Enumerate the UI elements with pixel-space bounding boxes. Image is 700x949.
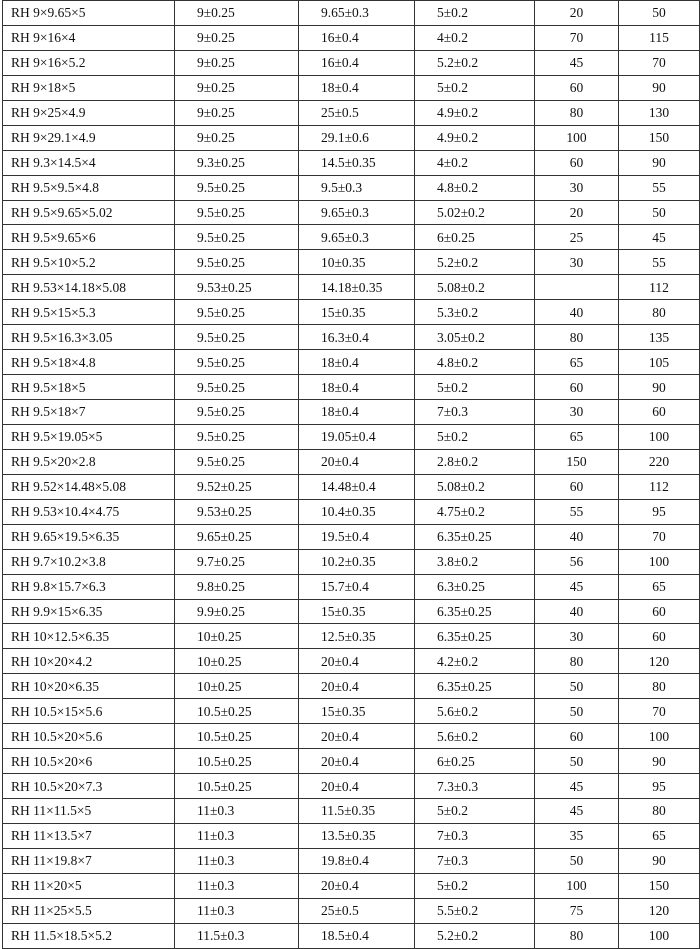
part-number-cell: RH 9.5×10×5.2	[3, 250, 175, 275]
inner-diameter-cell: 9.65±0.25	[175, 524, 299, 549]
table-row	[3, 823, 700, 848]
value-a-cell: 30	[535, 400, 619, 425]
part-number-cell: RH 9.8×15.7×6.3	[3, 574, 175, 599]
value-a-cell: 50	[535, 699, 619, 724]
value-b-cell: 90	[619, 848, 700, 873]
thickness-cell: 5±0.2	[415, 873, 535, 898]
table-row	[3, 474, 700, 499]
value-b-cell: 220	[619, 449, 700, 474]
table-row	[3, 449, 700, 474]
value-a-cell: 60	[535, 724, 619, 749]
inner-diameter-cell: 9.5±0.25	[175, 225, 299, 250]
value-a-cell: 45	[535, 799, 619, 824]
inner-diameter-cell: 9.5±0.25	[175, 325, 299, 350]
table-row	[3, 549, 700, 574]
value-a-cell: 50	[535, 674, 619, 699]
thickness-cell: 5±0.2	[415, 75, 535, 100]
inner-diameter-cell: 11±0.3	[175, 873, 299, 898]
value-a-cell: 60	[535, 474, 619, 499]
table-row	[3, 599, 700, 624]
thickness-cell: 6±0.25	[415, 225, 535, 250]
part-number-cell: RH 10.5×15×5.6	[3, 699, 175, 724]
part-number-cell: RH 9.5×19.05×5	[3, 424, 175, 449]
part-number-cell: RH 9.65×19.5×6.35	[3, 524, 175, 549]
inner-diameter-cell: 9.52±0.25	[175, 474, 299, 499]
inner-diameter-cell: 9.53±0.25	[175, 499, 299, 524]
thickness-cell: 5.5±0.2	[415, 898, 535, 923]
part-number-cell: RH 10.5×20×6	[3, 749, 175, 774]
value-a-cell: 50	[535, 749, 619, 774]
part-number-cell: RH 9.5×18×4.8	[3, 350, 175, 375]
inner-diameter-cell: 9.9±0.25	[175, 599, 299, 624]
value-b-cell: 100	[619, 424, 700, 449]
part-number-cell: RH 11.5×18.5×5.2	[3, 923, 175, 948]
part-number-cell: RH 9×16×4	[3, 25, 175, 50]
table-row	[3, 1, 700, 26]
table-row	[3, 724, 700, 749]
outer-diameter-cell: 18±0.4	[299, 75, 415, 100]
value-b-cell: 70	[619, 50, 700, 75]
value-b-cell: 100	[619, 549, 700, 574]
value-a-cell: 30	[535, 624, 619, 649]
table-row	[3, 125, 700, 150]
part-number-cell: RH 9.5×18×5	[3, 375, 175, 400]
table-row	[3, 250, 700, 275]
value-a-cell: 45	[535, 574, 619, 599]
thickness-cell: 6.35±0.25	[415, 524, 535, 549]
value-a-cell: 70	[535, 25, 619, 50]
thickness-cell: 5.6±0.2	[415, 699, 535, 724]
value-a-cell: 25	[535, 225, 619, 250]
table-row	[3, 873, 700, 898]
thickness-cell: 6.35±0.25	[415, 599, 535, 624]
outer-diameter-cell: 19.05±0.4	[299, 424, 415, 449]
thickness-cell: 4.75±0.2	[415, 499, 535, 524]
value-b-cell: 112	[619, 275, 700, 300]
inner-diameter-cell: 9.5±0.25	[175, 400, 299, 425]
outer-diameter-cell: 9.65±0.3	[299, 200, 415, 225]
outer-diameter-cell: 29.1±0.6	[299, 125, 415, 150]
inner-diameter-cell: 10.5±0.25	[175, 774, 299, 799]
part-number-cell: RH 11×11.5×5	[3, 799, 175, 824]
value-b-cell: 80	[619, 799, 700, 824]
value-b-cell: 105	[619, 350, 700, 375]
value-b-cell: 100	[619, 923, 700, 948]
value-b-cell: 60	[619, 599, 700, 624]
thickness-cell: 5.6±0.2	[415, 724, 535, 749]
thickness-cell: 6.3±0.25	[415, 574, 535, 599]
thickness-cell: 7±0.3	[415, 400, 535, 425]
outer-diameter-cell: 20±0.4	[299, 449, 415, 474]
value-b-cell: 70	[619, 524, 700, 549]
inner-diameter-cell: 10±0.25	[175, 674, 299, 699]
value-a-cell: 55	[535, 499, 619, 524]
inner-diameter-cell: 9.5±0.25	[175, 350, 299, 375]
part-number-cell: RH 9×18×5	[3, 75, 175, 100]
outer-diameter-cell: 14.5±0.35	[299, 150, 415, 175]
part-number-cell: RH 9.5×16.3×3.05	[3, 325, 175, 350]
inner-diameter-cell: 9.5±0.25	[175, 300, 299, 325]
value-b-cell: 60	[619, 624, 700, 649]
thickness-cell: 5±0.2	[415, 799, 535, 824]
value-b-cell: 120	[619, 649, 700, 674]
value-b-cell: 150	[619, 125, 700, 150]
outer-diameter-cell: 20±0.4	[299, 674, 415, 699]
value-a-cell: 40	[535, 599, 619, 624]
table-row	[3, 774, 700, 799]
table-row	[3, 75, 700, 100]
thickness-cell: 7±0.3	[415, 848, 535, 873]
value-b-cell: 95	[619, 499, 700, 524]
table-row	[3, 100, 700, 125]
table-row	[3, 400, 700, 425]
value-a-cell: 30	[535, 250, 619, 275]
inner-diameter-cell: 9.5±0.25	[175, 424, 299, 449]
inner-diameter-cell: 9±0.25	[175, 125, 299, 150]
outer-diameter-cell: 18±0.4	[299, 375, 415, 400]
table-row	[3, 674, 700, 699]
outer-diameter-cell: 19.5±0.4	[299, 524, 415, 549]
inner-diameter-cell: 9±0.25	[175, 75, 299, 100]
value-b-cell: 50	[619, 200, 700, 225]
value-b-cell: 112	[619, 474, 700, 499]
value-a-cell: 50	[535, 848, 619, 873]
thickness-cell: 6.35±0.25	[415, 674, 535, 699]
inner-diameter-cell: 9.5±0.25	[175, 175, 299, 200]
part-number-cell: RH 9.5×18×7	[3, 400, 175, 425]
table-row	[3, 624, 700, 649]
part-number-cell: RH 9.5×9.65×6	[3, 225, 175, 250]
inner-diameter-cell: 11±0.3	[175, 898, 299, 923]
value-a-cell: 80	[535, 649, 619, 674]
thickness-cell: 3.8±0.2	[415, 549, 535, 574]
outer-diameter-cell: 25±0.5	[299, 100, 415, 125]
inner-diameter-cell: 9±0.25	[175, 100, 299, 125]
outer-diameter-cell: 19.8±0.4	[299, 848, 415, 873]
table-row	[3, 499, 700, 524]
part-number-cell: RH 9.53×14.18×5.08	[3, 275, 175, 300]
part-number-cell: RH 11×19.8×7	[3, 848, 175, 873]
outer-diameter-cell: 15±0.35	[299, 300, 415, 325]
inner-diameter-cell: 9±0.25	[175, 25, 299, 50]
outer-diameter-cell: 18±0.4	[299, 400, 415, 425]
part-number-cell: RH 10×20×6.35	[3, 674, 175, 699]
thickness-cell: 6±0.25	[415, 749, 535, 774]
table-row	[3, 350, 700, 375]
part-number-cell: RH 9×25×4.9	[3, 100, 175, 125]
value-a-cell: 60	[535, 75, 619, 100]
inner-diameter-cell: 9.3±0.25	[175, 150, 299, 175]
table-row	[3, 799, 700, 824]
outer-diameter-cell: 14.48±0.4	[299, 474, 415, 499]
table-row	[3, 699, 700, 724]
thickness-cell: 6.35±0.25	[415, 624, 535, 649]
outer-diameter-cell: 20±0.4	[299, 774, 415, 799]
thickness-cell: 5.2±0.2	[415, 50, 535, 75]
thickness-cell: 5.02±0.2	[415, 200, 535, 225]
outer-diameter-cell: 11.5±0.35	[299, 799, 415, 824]
thickness-cell: 5±0.2	[415, 375, 535, 400]
value-b-cell: 90	[619, 150, 700, 175]
value-b-cell: 55	[619, 175, 700, 200]
part-number-cell: RH 9.5×9.65×5.02	[3, 200, 175, 225]
value-b-cell: 100	[619, 724, 700, 749]
value-b-cell: 135	[619, 325, 700, 350]
part-number-cell: RH 9.5×15×5.3	[3, 300, 175, 325]
inner-diameter-cell: 9.5±0.25	[175, 250, 299, 275]
value-a-cell: 20	[535, 1, 619, 26]
value-b-cell: 90	[619, 75, 700, 100]
inner-diameter-cell: 9.53±0.25	[175, 275, 299, 300]
value-a-cell: 60	[535, 150, 619, 175]
thickness-cell: 5±0.2	[415, 1, 535, 26]
table-row	[3, 50, 700, 75]
thickness-cell: 5.3±0.2	[415, 300, 535, 325]
part-number-cell: RH 9×9.65×5	[3, 1, 175, 26]
outer-diameter-cell: 18±0.4	[299, 350, 415, 375]
part-number-cell: RH 9×29.1×4.9	[3, 125, 175, 150]
inner-diameter-cell: 9.5±0.25	[175, 449, 299, 474]
outer-diameter-cell: 12.5±0.35	[299, 624, 415, 649]
value-a-cell: 40	[535, 524, 619, 549]
value-a-cell: 30	[535, 175, 619, 200]
outer-diameter-cell: 20±0.4	[299, 749, 415, 774]
value-b-cell: 90	[619, 749, 700, 774]
outer-diameter-cell: 13.5±0.35	[299, 823, 415, 848]
value-b-cell: 70	[619, 699, 700, 724]
value-b-cell: 95	[619, 774, 700, 799]
outer-diameter-cell: 15.7±0.4	[299, 574, 415, 599]
table-row	[3, 524, 700, 549]
part-number-cell: RH 10×12.5×6.35	[3, 624, 175, 649]
outer-diameter-cell: 9.65±0.3	[299, 225, 415, 250]
thickness-cell: 2.8±0.2	[415, 449, 535, 474]
inner-diameter-cell: 9.7±0.25	[175, 549, 299, 574]
table-row	[3, 325, 700, 350]
value-a-cell: 65	[535, 424, 619, 449]
outer-diameter-cell: 10±0.35	[299, 250, 415, 275]
table-row	[3, 275, 700, 300]
table-row	[3, 923, 700, 948]
part-number-cell: RH 9.3×14.5×4	[3, 150, 175, 175]
table-row	[3, 574, 700, 599]
part-number-cell: RH 11×20×5	[3, 873, 175, 898]
value-b-cell: 115	[619, 25, 700, 50]
table-row	[3, 375, 700, 400]
outer-diameter-cell: 25±0.5	[299, 898, 415, 923]
outer-diameter-cell: 9.5±0.3	[299, 175, 415, 200]
thickness-cell: 5.08±0.2	[415, 275, 535, 300]
value-a-cell: 80	[535, 100, 619, 125]
value-a-cell: 100	[535, 125, 619, 150]
value-a-cell: 80	[535, 923, 619, 948]
part-number-cell: RH 9.52×14.48×5.08	[3, 474, 175, 499]
outer-diameter-cell: 20±0.4	[299, 873, 415, 898]
value-b-cell: 55	[619, 250, 700, 275]
inner-diameter-cell: 10±0.25	[175, 624, 299, 649]
value-b-cell: 45	[619, 225, 700, 250]
table-row	[3, 25, 700, 50]
table-row	[3, 200, 700, 225]
outer-diameter-cell: 16±0.4	[299, 50, 415, 75]
inner-diameter-cell: 9.5±0.25	[175, 200, 299, 225]
thickness-cell: 5.08±0.2	[415, 474, 535, 499]
inner-diameter-cell: 11±0.3	[175, 823, 299, 848]
outer-diameter-cell: 10.2±0.35	[299, 549, 415, 574]
thickness-cell: 4.9±0.2	[415, 125, 535, 150]
outer-diameter-cell: 20±0.4	[299, 649, 415, 674]
value-a-cell: 100	[535, 873, 619, 898]
inner-diameter-cell: 9±0.25	[175, 1, 299, 26]
inner-diameter-cell: 9±0.25	[175, 50, 299, 75]
outer-diameter-cell: 10.4±0.35	[299, 499, 415, 524]
value-a-cell: 65	[535, 350, 619, 375]
value-b-cell: 65	[619, 574, 700, 599]
part-number-cell: RH 9.9×15×6.35	[3, 599, 175, 624]
table-row	[3, 749, 700, 774]
outer-diameter-cell: 16.3±0.4	[299, 325, 415, 350]
table-row	[3, 898, 700, 923]
value-a-cell: 40	[535, 300, 619, 325]
inner-diameter-cell: 10.5±0.25	[175, 724, 299, 749]
table-row	[3, 150, 700, 175]
thickness-cell: 7.3±0.3	[415, 774, 535, 799]
outer-diameter-cell: 18.5±0.4	[299, 923, 415, 948]
inner-diameter-cell: 10±0.25	[175, 649, 299, 674]
value-b-cell: 130	[619, 100, 700, 125]
part-number-cell: RH 11×13.5×7	[3, 823, 175, 848]
thickness-cell: 7±0.3	[415, 823, 535, 848]
value-b-cell: 150	[619, 873, 700, 898]
thickness-cell: 4.8±0.2	[415, 350, 535, 375]
inner-diameter-cell: 11±0.3	[175, 848, 299, 873]
value-a-cell: 45	[535, 50, 619, 75]
value-a-cell: 80	[535, 325, 619, 350]
spec-table-body	[3, 1, 700, 949]
part-number-cell: RH 9.5×20×2.8	[3, 449, 175, 474]
value-b-cell: 65	[619, 823, 700, 848]
outer-diameter-cell: 14.18±0.35	[299, 275, 415, 300]
inner-diameter-cell: 9.8±0.25	[175, 574, 299, 599]
value-a-cell: 45	[535, 774, 619, 799]
outer-diameter-cell: 9.65±0.3	[299, 1, 415, 26]
inner-diameter-cell: 10.5±0.25	[175, 699, 299, 724]
thickness-cell: 4±0.2	[415, 150, 535, 175]
outer-diameter-cell: 15±0.35	[299, 699, 415, 724]
thickness-cell: 4.8±0.2	[415, 175, 535, 200]
thickness-cell: 5±0.2	[415, 424, 535, 449]
value-a-cell: 35	[535, 823, 619, 848]
inner-diameter-cell: 10.5±0.25	[175, 749, 299, 774]
value-a-cell	[535, 275, 619, 300]
value-a-cell: 60	[535, 375, 619, 400]
thickness-cell: 5.2±0.2	[415, 923, 535, 948]
outer-diameter-cell: 16±0.4	[299, 25, 415, 50]
part-number-cell: RH 9.7×10.2×3.8	[3, 549, 175, 574]
value-a-cell: 150	[535, 449, 619, 474]
part-number-cell: RH 9.53×10.4×4.75	[3, 499, 175, 524]
value-b-cell: 50	[619, 1, 700, 26]
part-number-cell: RH 11×25×5.5	[3, 898, 175, 923]
table-row	[3, 649, 700, 674]
value-a-cell: 56	[535, 549, 619, 574]
thickness-cell: 4±0.2	[415, 25, 535, 50]
outer-diameter-cell: 15±0.35	[299, 599, 415, 624]
part-number-cell: RH 9×16×5.2	[3, 50, 175, 75]
table-row	[3, 424, 700, 449]
table-row	[3, 848, 700, 873]
value-b-cell: 80	[619, 300, 700, 325]
value-b-cell: 90	[619, 375, 700, 400]
part-number-cell: RH 9.5×9.5×4.8	[3, 175, 175, 200]
inner-diameter-cell: 11.5±0.3	[175, 923, 299, 948]
part-number-cell: RH 10.5×20×5.6	[3, 724, 175, 749]
table-row	[3, 300, 700, 325]
value-b-cell: 80	[619, 674, 700, 699]
outer-diameter-cell: 20±0.4	[299, 724, 415, 749]
table-row	[3, 175, 700, 200]
value-a-cell: 75	[535, 898, 619, 923]
part-number-cell: RH 10.5×20×7.3	[3, 774, 175, 799]
inner-diameter-cell: 9.5±0.25	[175, 375, 299, 400]
thickness-cell: 4.2±0.2	[415, 649, 535, 674]
spec-table	[2, 0, 700, 949]
value-a-cell: 20	[535, 200, 619, 225]
thickness-cell: 4.9±0.2	[415, 100, 535, 125]
thickness-cell: 5.2±0.2	[415, 250, 535, 275]
table-row	[3, 225, 700, 250]
value-b-cell: 120	[619, 898, 700, 923]
part-number-cell: RH 10×20×4.2	[3, 649, 175, 674]
thickness-cell: 3.05±0.2	[415, 325, 535, 350]
inner-diameter-cell: 11±0.3	[175, 799, 299, 824]
value-b-cell: 60	[619, 400, 700, 425]
